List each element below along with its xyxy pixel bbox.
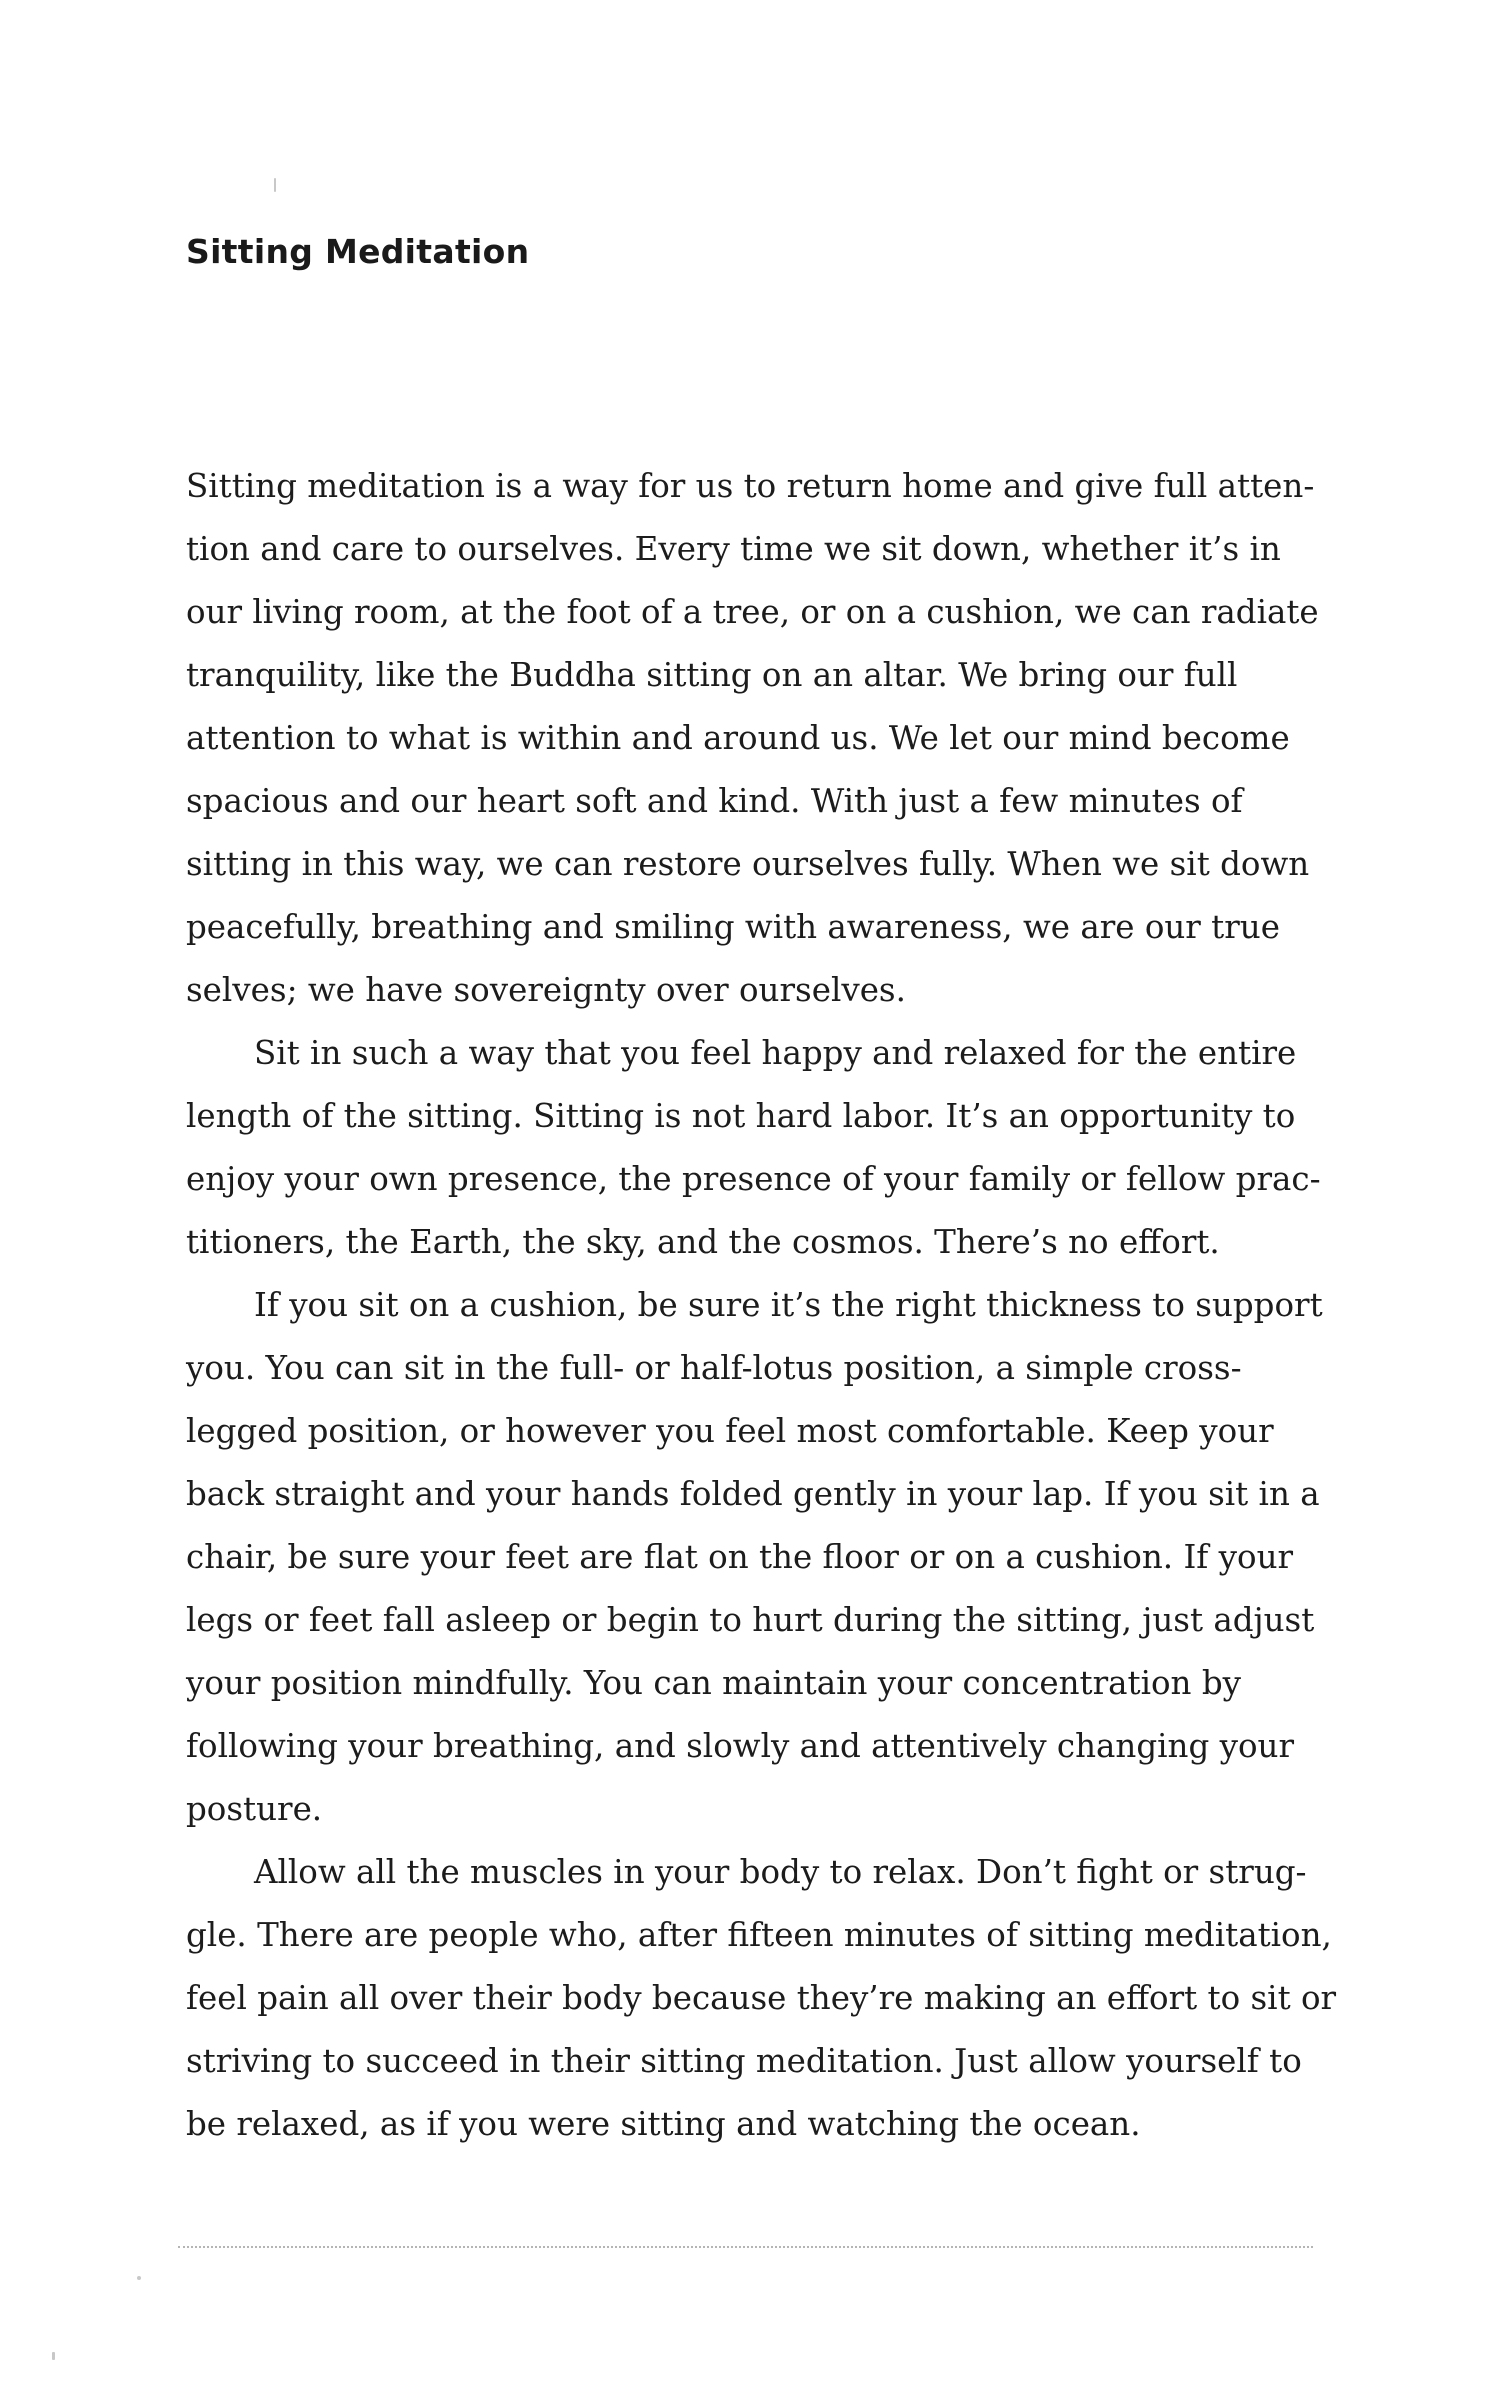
paragraph-1 [186, 455, 1319, 1022]
text-line: enjoy your own presence, the presence of your family or fellow prac- [186, 1160, 1321, 1198]
text-line: striving to succeed in their sitting meditation. Just allow yourself to [186, 2042, 1302, 2080]
text-line: If you sit on a cushion, be sure it’s the right thickness to support [254, 1286, 1323, 1324]
text-line: be relaxed, as if you were sitting and watching the ocean. [186, 2105, 1141, 2143]
scan-dotted-rule [178, 2246, 1313, 2248]
text-line: tion and care to ourselves. Every time we sit down, whether it’s in [186, 530, 1281, 568]
text-line: feel pain all over their body because they’re making an effort to sit or [186, 1979, 1337, 2017]
text-line: length of the sitting. Sitting is not hard labor. It’s an opportunity to [186, 1097, 1296, 1135]
text-line: legs or feet fall asleep or begin to hurt during the sitting, just adjust [186, 1601, 1315, 1639]
text-line: sitting in this way, we can restore ourselves fully. When we sit down [186, 845, 1310, 883]
text-line: posture. [186, 1790, 323, 1828]
text-line: selves; we have sovereignty over ourselves. [186, 971, 906, 1009]
text-line: legged position, or however you feel most comfortable. Keep your [186, 1412, 1274, 1450]
paragraph-3 [186, 1274, 1323, 1841]
text-line: attention to what is within and around us. We let our mind become [186, 719, 1290, 757]
text-line: following your breathing, and slowly and attentively changing your [186, 1727, 1295, 1765]
text-line: Sitting meditation is a way for us to return home and give full atten- [186, 467, 1315, 505]
scan-speck [274, 178, 276, 192]
text-line: titioners, the Earth, the sky, and the cosmos. There’s no effort. [186, 1223, 1220, 1261]
text-line: spacious and our heart soft and kind. With just a few minutes of [186, 782, 1243, 820]
text-line: chair, be sure your feet are flat on the floor or on a cushion. If your [186, 1538, 1294, 1576]
text-line: your position mindfully. You can maintain your concentration by [186, 1664, 1241, 1702]
body-text [186, 455, 1337, 2156]
text-line: our living room, at the foot of a tree, or on a cushion, we can radiate [186, 593, 1319, 631]
text-line: gle. There are people who, after fifteen minutes of sitting meditation, [186, 1916, 1332, 1954]
text-line: back straight and your hands folded gently in your lap. If you sit in a [186, 1475, 1320, 1513]
text-line: peacefully, breathing and smiling with awareness, we are our true [186, 908, 1280, 946]
paragraph-4 [186, 1841, 1337, 2156]
scan-speck [137, 2276, 141, 2280]
text-line: tranquility, like the Buddha sitting on an altar. We bring our full [186, 656, 1238, 694]
text-line: Sit in such a way that you feel happy and relaxed for the entire [254, 1034, 1297, 1072]
text-line: Allow all the muscles in your body to relax. Don’t fight or strug- [254, 1853, 1307, 1891]
text-line: you. You can sit in the full- or half-lotus position, a simple cross- [186, 1349, 1242, 1387]
scan-speck [52, 2352, 55, 2360]
paragraph-2 [186, 1022, 1321, 1274]
section-heading: Sitting Meditation [186, 232, 530, 271]
